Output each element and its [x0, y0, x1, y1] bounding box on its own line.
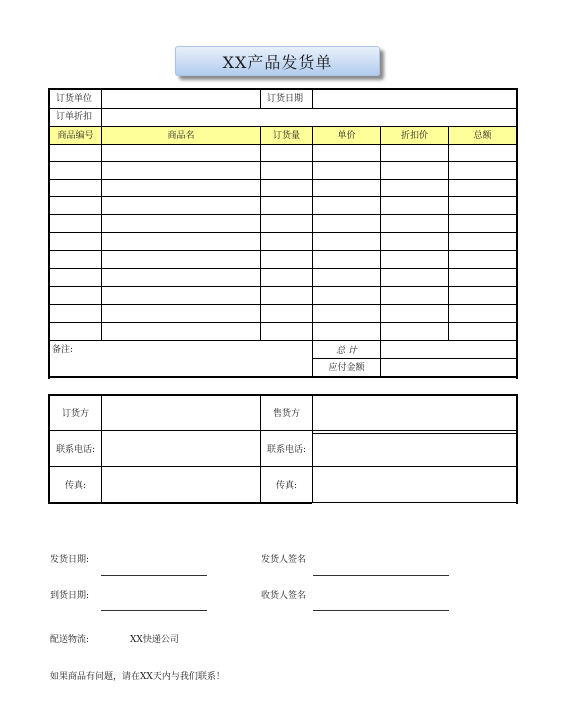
buyer-phone-label: 联系电话:: [55, 445, 96, 455]
buyer-phone-value: [103, 432, 259, 465]
col-header-product-name: 商品名: [167, 131, 195, 141]
shipper-sign-label: 发货人签名: [261, 555, 307, 565]
ship-date-label: 发货日期:: [50, 555, 90, 565]
receiver-sign-line: [313, 610, 449, 611]
seller-label: 售货方: [272, 409, 300, 419]
order-date-label: 订货日期: [267, 94, 304, 104]
ship-date-line: [101, 575, 207, 576]
buyer-label: 订货方: [61, 409, 89, 419]
logistics-label: 配送物流:: [50, 635, 90, 645]
shipper-sign-line: [313, 575, 449, 576]
notes-label: 备注:: [52, 345, 74, 355]
order-discount-value: [103, 109, 515, 125]
page-title: [175, 46, 380, 76]
buyer-fax-label: 传真:: [64, 481, 87, 491]
order-date-value: [314, 90, 515, 107]
order-unit-value: [103, 90, 259, 107]
order-discount-label: 订单折扣: [56, 112, 93, 122]
col-header-discount-price: 折扣价: [400, 131, 428, 141]
col-header-product-code: 商品编号: [57, 131, 94, 141]
col-header-quantity: 订货量: [272, 131, 300, 141]
seller-phone-label: 联系电话:: [266, 445, 307, 455]
logistics-value: XX快递公司: [130, 635, 179, 645]
notes-area: [50, 356, 311, 375]
order-unit-label: 订货单位: [56, 94, 93, 104]
total-value: [382, 341, 515, 357]
seller-phone-value: [314, 435, 515, 465]
footer-note: 如果商品有问题，请在XX天内与我们联系！: [50, 672, 225, 682]
col-header-unit-price: 单价: [337, 131, 356, 141]
seller-fax-label: 传真:: [275, 481, 298, 491]
arrival-date-line: [101, 610, 207, 611]
payable-value: [382, 359, 515, 375]
total-label: 总 计: [336, 346, 357, 356]
payable-label: 应付金额: [328, 363, 365, 373]
col-header-total: 总额: [473, 131, 492, 141]
seller-value: [314, 397, 515, 429]
buyer-fax-value: [103, 468, 259, 501]
buyer-value: [103, 397, 259, 429]
receiver-sign-label: 收货人签名: [261, 591, 307, 601]
title-text: XX产品发货单: [222, 52, 333, 72]
arrival-date-label: 到货日期:: [50, 591, 90, 601]
seller-fax-value: [314, 468, 515, 501]
